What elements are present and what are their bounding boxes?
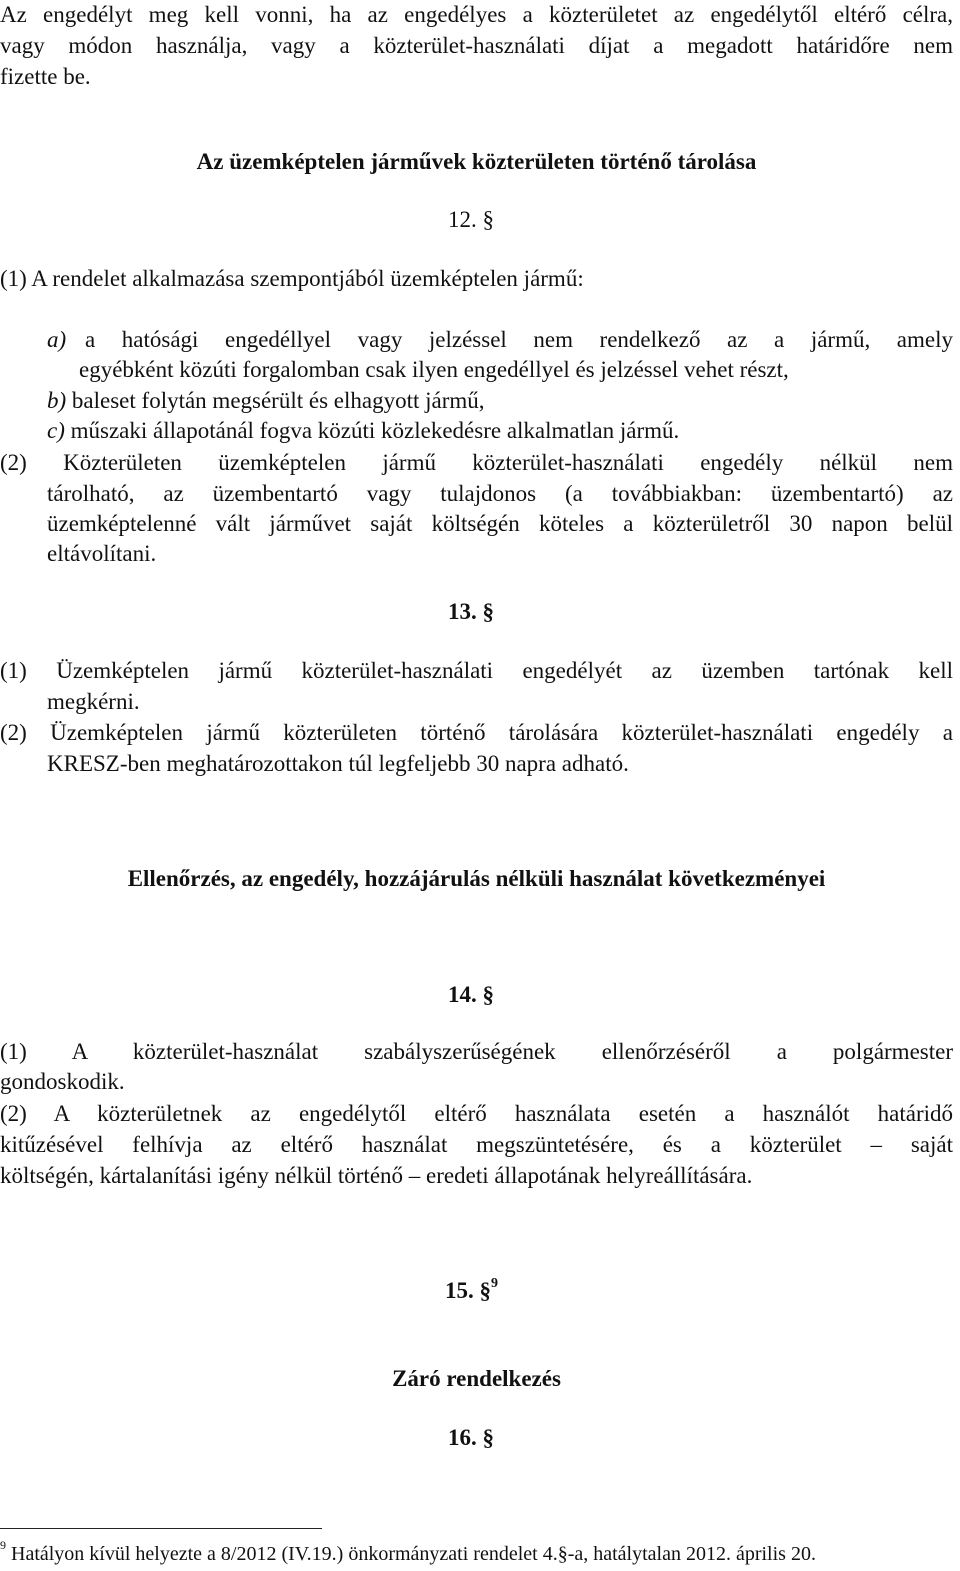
intro-line: fizette be. xyxy=(0,64,91,89)
paragraph-line: (2) A közterületnek az engedélytől eltérő használata esetén a használót határidő xyxy=(0,1101,953,1126)
list-item: c) műszaki állapotánál fogva közúti közlekedésre alkalmatlan jármű. xyxy=(47,418,680,443)
section-heading: Záró rendelkezés xyxy=(392,1366,561,1391)
paragraph-line: (1) A közterület-használat szabályszerűségének ellenőrzéséről a polgármester xyxy=(0,1039,953,1064)
section-number: 15. §$^9$ xyxy=(445,1276,498,1303)
paragraph-line: gondoskodik. xyxy=(0,1069,125,1094)
paragraph-line: (1) Üzemképtelen jármű közterület-használati engedélyét az üzemben tartónak kell xyxy=(0,658,953,683)
paragraph-line: (2) Közterületen üzemképtelen jármű közterület-használati engedély nélkül nem xyxy=(0,450,953,475)
section-number: 13. § xyxy=(448,599,494,624)
paragraph-line: (2) Üzemképtelen jármű közterületen történő tárolására közterület-használati engedély a xyxy=(0,720,953,745)
list-item: b) baleset folytán megsérült és elhagyott jármű, xyxy=(47,388,485,413)
footnote-text: Hatályon kívül helyezte a 8/2012 (IV.19.) önkormányzati rendelet 4.§-a, hatálytalan 2012. április 20. xyxy=(11,1543,816,1565)
paragraph-line: tárolható, az üzembentartó vagy tulajdonos (a továbbiakban: üzembentartó) az xyxy=(47,481,953,506)
intro-line: vagy módon használja, vagy a közterület-használati díjat a megadott határidőre nem xyxy=(0,33,953,58)
list-item-text: a hatósági engedéllyel vagy jelzéssel nem rendelkező az a jármű, amely xyxy=(85,327,953,352)
footnote xyxy=(0,1538,816,1567)
list-item-text: egyébként közúti forgalomban csak ilyen engedéllyel és jelzéssel vehet részt, xyxy=(79,357,789,382)
paragraph-line: KRESZ-ben meghatározottakon túl legfeljebb 30 napra adható. xyxy=(47,751,629,776)
footnote-marker: 9 xyxy=(0,1538,6,1553)
section-number: 16. § xyxy=(448,1425,494,1450)
section-heading: Ellenőrzés, az engedély, hozzájárulás nélküli használat következményei xyxy=(127,866,826,891)
list-marker: a) xyxy=(47,327,67,352)
footnote-ref[interactable]: 9 xyxy=(491,1276,498,1292)
section-heading: Az üzemképtelen járművek közterületen történő tárolása xyxy=(196,149,757,174)
paragraph-line: költségén, kártalanítási igény nélkül történő – eredeti állapotának helyreállítására. xyxy=(0,1163,753,1188)
section-number: 14. § xyxy=(448,982,494,1007)
paragraph-line: üzemképtelenné vált járművet saját költségén köteles a közterületről 30 napon belül xyxy=(47,511,953,536)
section-number: 12. § xyxy=(448,207,494,232)
footnote-divider xyxy=(0,1528,322,1529)
paragraph-line: kitűzésével felhívja az eltérő használat megszüntetésére, és a közterület – saját xyxy=(0,1132,953,1157)
intro-line: Az engedélyt meg kell vonni, ha az engedélyes a közterületet az engedélytől eltérő célra, xyxy=(0,2,953,27)
paragraph-line: eltávolítani. xyxy=(47,541,157,566)
paragraph-line: megkérni. xyxy=(47,689,140,714)
paragraph: (1) A rendelet alkalmazása szempontjából üzemképtelen jármű: xyxy=(0,266,584,291)
